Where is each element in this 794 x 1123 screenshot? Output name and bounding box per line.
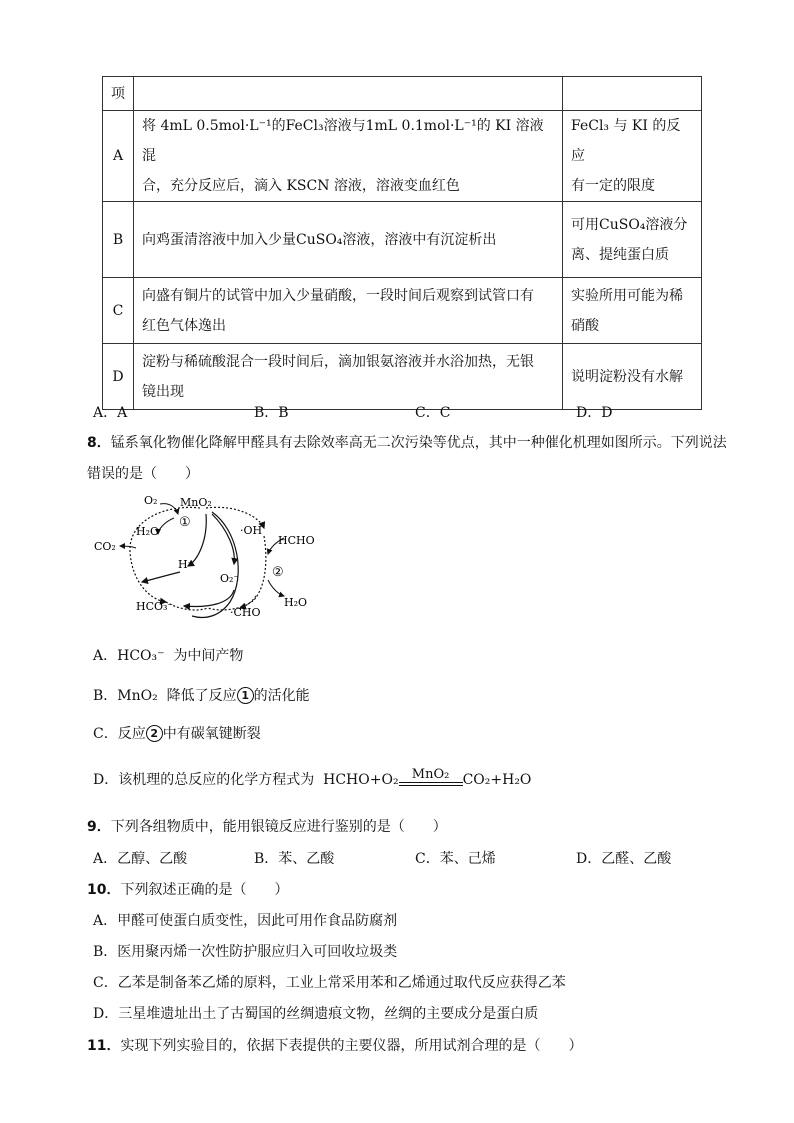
arrow-o2-minus-to-hco3 [184, 590, 234, 606]
row-desc: 红色气体逸出 [142, 317, 226, 334]
option-a[interactable]: A．乙醇、乙酸 [93, 851, 188, 867]
table-row [103, 278, 702, 344]
circled-number-2: 2 [146, 725, 163, 742]
row-conclusion: FeCl₃ 与 KI 的反应 [571, 118, 681, 164]
row-conclusion: 说明淀粉没有水解 [571, 368, 683, 385]
equation-catalyst: MnO₂ [411, 767, 450, 782]
label-h2o-right: H₂O [284, 596, 308, 609]
formula-mno2: MnO₂ [117, 688, 158, 704]
table-header-label: 项 [103, 77, 134, 111]
table-row [103, 77, 702, 111]
q10-option-b[interactable]: B．医用聚丙烯一次性防护服应归入可回收垃圾类 [93, 944, 398, 960]
option-a[interactable]: A．A [93, 405, 128, 421]
label-h2o-left: H₂O [136, 525, 160, 538]
question-number: 8． [87, 435, 111, 451]
arrow-h2o-out [158, 518, 174, 534]
arrow-outer-arc [192, 512, 238, 617]
q7-table [102, 76, 702, 410]
q10-option-c[interactable]: C．乙苯是制备苯乙烯的原料，工业上常采用苯和乙烯通过取代反应获得乙苯 [93, 975, 566, 991]
q10-option-a[interactable]: A．甲醛可使蛋白质变性，因此可用作食品防腐剂 [93, 913, 398, 929]
q8-option-d[interactable]: D．该机理的总反应的化学方程式为 HCHO+O₂ MnO₂ CO₂+H₂O [93, 767, 532, 788]
arrow-o2-in [160, 504, 178, 514]
equation-arrow [399, 767, 463, 790]
row-conclusion: 有一定的限度 [571, 178, 655, 194]
row-conclusion: 硝酸 [571, 317, 599, 334]
q10-option-d[interactable]: D．三星堆遗址出土了古蜀国的丝绸遗痕文物，丝绸的主要成分是蛋白质 [93, 1006, 539, 1022]
arrow-co2-out [120, 546, 136, 548]
row-desc: 向盛有铜片的试管中加入少量硝酸，一段时间后观察到试管口有 [142, 287, 534, 304]
row-desc: 淀粉与稀硫酸混合一段时间后，滴加银氨溶液并水浴加热，无银 [142, 353, 534, 370]
row-desc: 向鸡蛋清溶液中加入少量CuSO₄溶液，溶液中有沉淀析出 [142, 231, 497, 248]
label-mno2: MnO₂ [180, 496, 212, 509]
circled-number-1: 1 [237, 687, 254, 704]
equation-right: CO₂+H₂O [462, 772, 532, 788]
equation-left: HCHO+O₂ [323, 772, 399, 788]
q8-stem: 8．锰系氧化物催化降解甲醛具有去除效率高无二次污染等优点，其中一种催化机理如图所示。下列说法 [87, 435, 727, 451]
q8-stem-line2: 错误的是（ ） [87, 466, 199, 482]
q10-stem: 10．下列叙述正确的是（ ） [87, 882, 289, 898]
row-conclusion: 离、提纯蛋白质 [571, 246, 669, 263]
question-number: 11． [87, 1038, 121, 1054]
label-co2: CO₂ [94, 540, 116, 553]
option-b[interactable]: B．苯、乙酸 [254, 851, 335, 867]
label-h-plus: H⁺ [178, 558, 194, 571]
label-o2-minus: O₂⁻ [220, 572, 240, 585]
option-c[interactable]: C．苯、己烯 [415, 851, 496, 867]
q11-stem: 11．实现下列实验目的，依据下表提供的主要仪器，所用试剂合理的是（ ） [87, 1038, 583, 1054]
row-conclusion: 可用CuSO₄溶液分 [571, 216, 688, 233]
q9-stem: 9．下列各组物质中，能用银镜反应进行鉴别的是（ ） [87, 819, 447, 835]
option-c[interactable]: C．C [415, 405, 451, 421]
label-oh: ·OH [240, 524, 263, 537]
table-row [103, 344, 702, 410]
label-cho: ·CHO [230, 606, 261, 619]
row-label: C [103, 278, 134, 344]
label-hco3: HCO₃⁻ [136, 600, 174, 613]
row-label: D [103, 344, 134, 410]
question-number: 10． [87, 882, 121, 898]
q8-option-a[interactable]: A．HCO₃⁻ 为中间产物 [93, 648, 244, 664]
q8-option-c[interactable]: C．反应 2 中有碳氧键断裂 [93, 726, 261, 742]
row-conclusion: 实验所用可能为稀 [571, 287, 683, 304]
table-row [103, 202, 702, 278]
q7-options [93, 402, 737, 422]
option-d[interactable]: D．乙醛、乙酸 [576, 851, 672, 867]
arrow-h-plus-to-hco3 [142, 572, 180, 582]
option-d[interactable]: D．D [576, 405, 613, 421]
row-label: A [103, 111, 134, 202]
label-step1: ① [179, 515, 191, 530]
label-step2: ② [272, 565, 284, 580]
row-desc: 镜出现 [142, 383, 184, 400]
label-hcho: HCHO [278, 534, 315, 547]
row-label: B [103, 202, 134, 278]
arrow-h2o-right-out [268, 580, 284, 596]
table-row [103, 111, 702, 202]
formula-hco3: HCO₃⁻ [117, 648, 165, 664]
row-desc: 合，充分反应后，滴入 KSCN 溶液，溶液变血红色 [142, 178, 460, 194]
q8-option-b[interactable]: B．MnO₂ 降低了反应 1 的活化能 [93, 688, 310, 704]
label-o2: O₂ [144, 494, 158, 507]
option-b[interactable]: B．B [254, 405, 289, 421]
q9-options [93, 848, 737, 868]
catalysis-mechanism-diagram [88, 490, 328, 625]
question-number: 9． [87, 819, 111, 835]
row-desc: 将 4mL 0.5mol·L⁻¹的FeCl₃溶液与1mL 0.1mol·L⁻¹的 KI 溶液混 [142, 118, 544, 164]
